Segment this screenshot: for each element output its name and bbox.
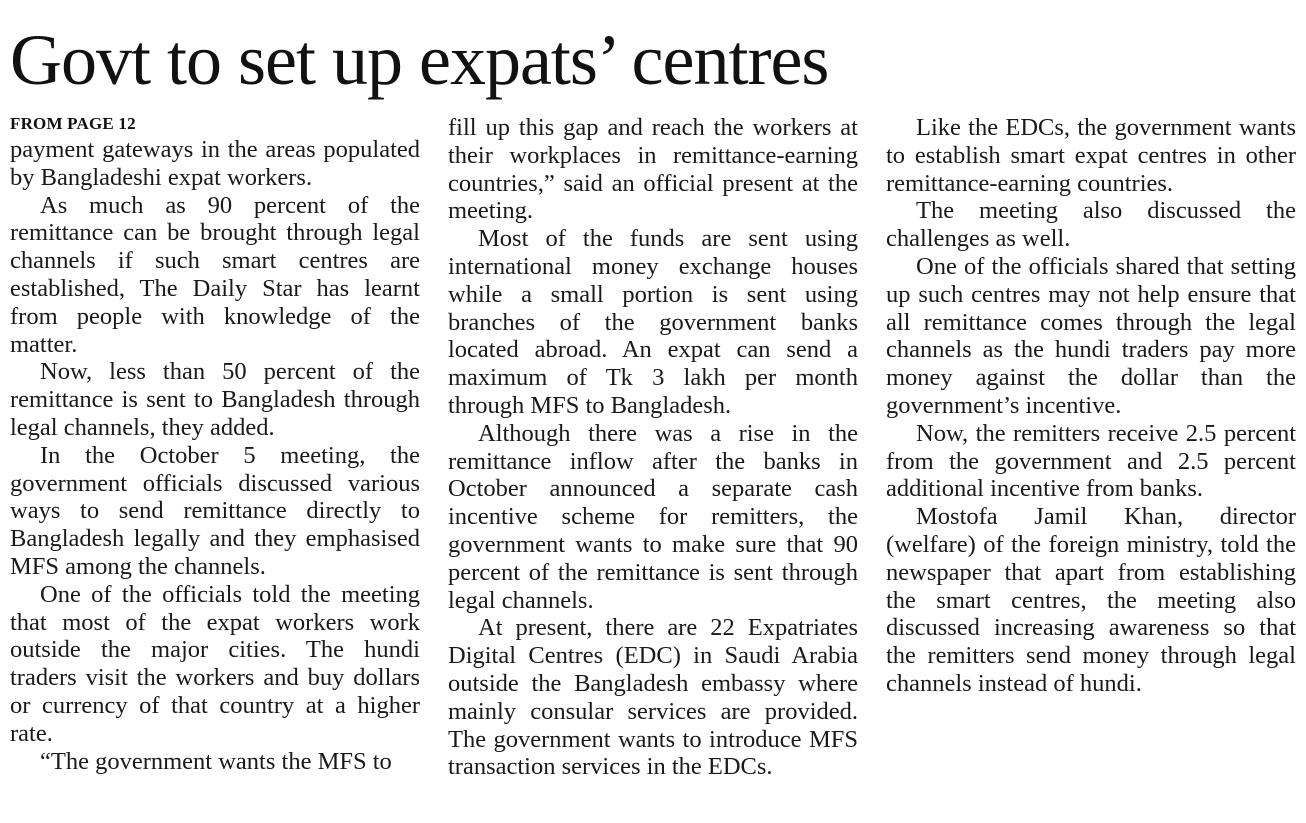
article-column-3 bbox=[886, 114, 1296, 698]
paragraph: Although there was a rise in the remittance inflow after the banks in October announced a separate cash incentive scheme for remitters, the government wants to make sure that 90 percent of the remittance is sent through legal channels. bbox=[448, 419, 858, 614]
paragraph: Like the EDCs, the government wants to establish smart expat centres in other remittance-earning countries. bbox=[886, 114, 1296, 197]
paragraph: Most of the funds are sent using international money exchange houses while a small portion is sent using branches of the government banks located abroad. An expat can send a maximum of Tk 3 lakh per month through MFS to Bangladesh. bbox=[448, 225, 858, 419]
paragraph: fill up this gap and reach the workers at their workplaces in remittance-earning countries,” said an official present at the meeting. bbox=[448, 114, 858, 225]
paragraph: Mostofa Jamil Khan, director (welfare) of the foreign ministry, told the newspaper that apart from establishing the smart centres, the meeting also discussed increasing awareness so that the remitters send money through legal channels instead of hundi. bbox=[886, 503, 1296, 697]
paragraph: One of the officials shared that setting up such centres may not help ensure that all remittance comes through the legal channels as the hundi traders pay more money against the dollar than the government’s incentive. bbox=[886, 252, 1296, 419]
paragraph: As much as 90 percent of the remittance can be brought through legal channels if such smart centres are established, The Daily Star has learnt from people with knowledge of the matter. bbox=[10, 191, 420, 358]
paragraph: At present, there are 22 Expatriates Digital Centres (EDC) in Saudi Arabia outside the Bangladesh embassy where mainly consular services are provided. The government wants to introduce MFS transaction services in the EDCs. bbox=[448, 614, 858, 781]
paragraph: The meeting also discussed the challenges as well. bbox=[886, 197, 1296, 253]
paragraph: One of the officials told the meeting that most of the expat workers work outside the major cities. The hundi traders visit the workers and buy dollars or currency of that country at a higher rate. bbox=[10, 580, 420, 747]
paragraph: Now, less than 50 percent of the remittance is sent to Bangladesh through legal channels, they added. bbox=[10, 358, 420, 441]
paragraph: “The government wants the MFS to bbox=[40, 747, 392, 775]
article-column-2 bbox=[448, 114, 858, 781]
paragraph: In the October 5 meeting, the government officials discussed various ways to send remittance directly to Bangladesh legally and they emphasised MFS among the channels. bbox=[10, 441, 420, 580]
paragraph: Now, the remitters receive 2.5 percent from the government and 2.5 percent additional incentive from banks. bbox=[886, 419, 1296, 503]
continued-from-label: FROM PAGE 12 bbox=[10, 114, 136, 133]
headline: Govt to set up expats’ centres bbox=[10, 20, 829, 100]
article-column-1 bbox=[10, 114, 420, 775]
paragraph: payment gateways in the areas populated by Bangladeshi expat workers. bbox=[10, 136, 420, 191]
